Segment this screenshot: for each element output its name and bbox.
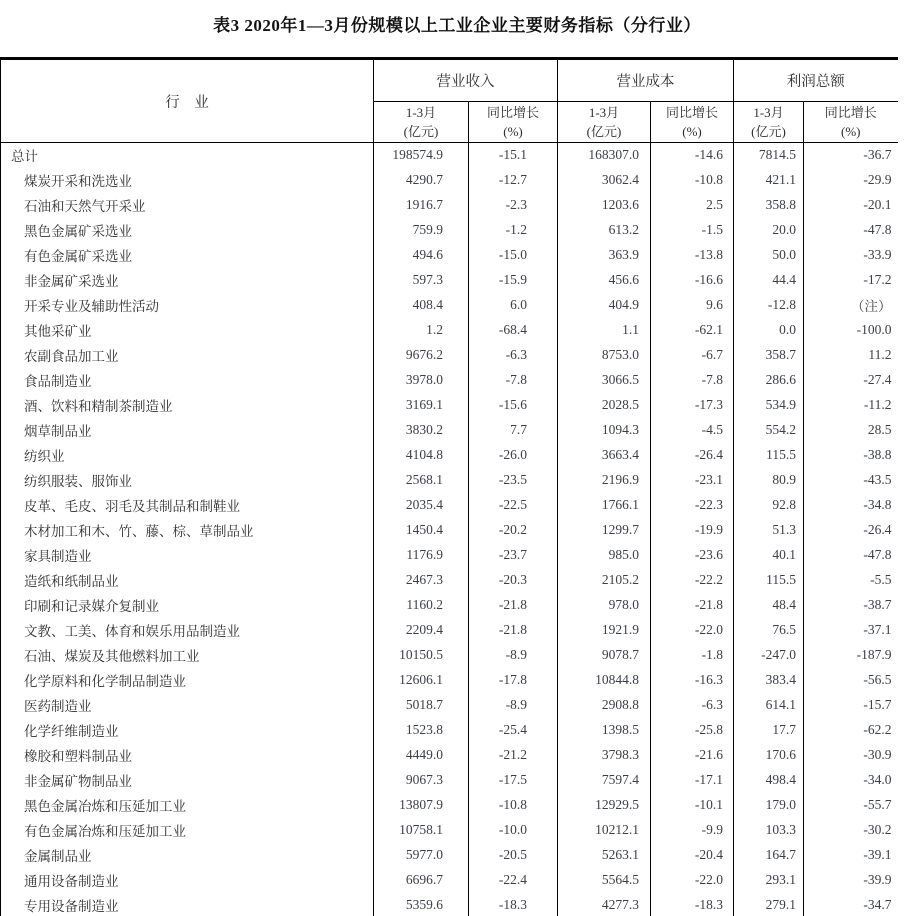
revenue-growth-cell: -21.8 [469,618,558,643]
table-body [1,143,898,916]
revenue-growth-cell: -10.8 [469,793,558,818]
industry-name: 专用设备制造业 [1,893,374,916]
revenue-growth-cell: -20.3 [469,568,558,593]
subheader-line2: (亿元) [586,124,622,139]
table-row [1,868,898,893]
cost-growth-cell: -22.2 [651,568,734,593]
industry-name: 总计 [1,143,374,168]
revenue-growth-cell: -25.4 [469,718,558,743]
industry-name: 石油、煤炭及其他燃料加工业 [1,643,374,668]
cost-growth-cell: -19.9 [651,518,734,543]
revenue-amount-cell: 1176.9 [374,543,469,568]
revenue-growth-cell: -22.5 [469,493,558,518]
table-row [1,493,898,518]
cost-amount-cell: 1921.9 [558,618,651,643]
profit-growth-cell: -11.2 [863,397,892,412]
table-row [1,668,898,693]
revenue-amount-cell: 2209.4 [374,618,469,643]
cost-amount-cell: 3798.3 [558,743,651,768]
industry-name: 有色金属冶炼和压延加工业 [1,818,374,843]
table-row [1,568,898,593]
cost-growth-cell: -10.8 [651,168,734,193]
profit-growth-cell: -26.4 [863,522,892,537]
industry-name: 印刷和记录媒介复制业 [1,593,374,618]
industry-name: 酒、饮料和精制茶制造业 [1,393,374,418]
revenue-growth-cell: -21.8 [469,593,558,618]
industry-name: 通用设备制造业 [1,868,374,893]
revenue-growth-cell: -17.8 [469,668,558,693]
profit-amount-cell: 115.5 [734,568,804,593]
cost-growth-cell: -7.8 [651,368,734,393]
industry-name: 金属制品业 [1,843,374,868]
cost-amount-cell: 12929.5 [558,793,651,818]
cost-amount-cell: 404.9 [558,293,651,318]
revenue-growth-cell: -20.2 [469,518,558,543]
column-header-industry: 行 业 [1,59,374,143]
profit-amount-cell: 179.0 [734,793,804,818]
profit-amount-cell: 614.1 [734,693,804,718]
cost-growth-cell: -6.7 [651,343,734,368]
revenue-growth-cell: -15.6 [469,393,558,418]
profit-growth-cell: -62.2 [863,722,892,737]
revenue-amount-cell: 408.4 [374,293,469,318]
subheader-line1: 同比增长 [486,104,539,120]
profit-amount-cell: 358.8 [734,193,804,218]
industry-name: 化学纤维制造业 [1,718,374,743]
table-row [1,243,898,268]
subheader-cost-amount [558,102,651,143]
cost-amount-cell: 2105.2 [558,568,651,593]
revenue-amount-cell: 5977.0 [374,843,469,868]
cost-amount-cell: 1299.7 [558,518,651,543]
table-row [1,843,898,868]
table-row [1,168,898,193]
revenue-growth-cell: -15.1 [469,143,558,168]
profit-amount-cell: 80.9 [734,468,804,493]
profit-amount-cell: 293.1 [734,868,804,893]
industry-name: 开采专业及辅助性活动 [1,293,374,318]
industry-name: 非金属矿物制品业 [1,768,374,793]
cost-growth-cell: -23.6 [651,543,734,568]
industry-name: 黑色金属矿采选业 [1,218,374,243]
cost-amount-cell: 3066.5 [558,368,651,393]
cost-growth-cell: -23.1 [651,468,734,493]
subheader-line1: 同比增长 [824,104,877,120]
industry-name: 纺织服装、服饰业 [1,468,374,493]
revenue-amount-cell: 4449.0 [374,743,469,768]
revenue-growth-cell: -15.0 [469,243,558,268]
cost-amount-cell: 2028.5 [558,393,651,418]
profit-amount-cell: 20.0 [734,218,804,243]
industry-name: 煤炭开采和洗选业 [1,168,374,193]
revenue-amount-cell: 494.6 [374,243,469,268]
profit-amount-cell: 554.2 [734,418,804,443]
industry-name: 食品制造业 [1,368,374,393]
profit-growth-cell: -29.9 [863,172,892,187]
cost-growth-cell: -22.3 [651,493,734,518]
profit-growth-cell: （注） [851,299,892,314]
profit-growth-cell: -36.7 [863,147,892,163]
table-row [1,218,898,243]
industry-name: 皮革、毛皮、羽毛及其制品和制鞋业 [1,493,374,518]
revenue-amount-cell: 3830.2 [374,418,469,443]
profit-growth-cell: 28.5 [867,422,892,437]
table-row [1,343,898,368]
revenue-amount-cell: 9067.3 [374,768,469,793]
cost-growth-cell: -13.8 [651,243,734,268]
revenue-growth-cell: -18.3 [469,893,558,916]
profit-growth-cell: -38.8 [863,447,892,462]
revenue-growth-cell: -6.3 [469,343,558,368]
profit-growth-cell: -37.1 [863,622,892,637]
table-row [1,543,898,568]
revenue-amount-cell: 2568.1 [374,468,469,493]
revenue-amount-cell: 9676.2 [374,343,469,368]
revenue-growth-cell: 6.0 [469,293,558,318]
industry-name: 非金属矿采选业 [1,268,374,293]
profit-growth-cell: -34.0 [863,772,892,787]
revenue-amount-cell: 5018.7 [374,693,469,718]
cost-amount-cell: 10212.1 [558,818,651,843]
cost-growth-cell: 9.6 [651,293,734,318]
cost-growth-cell: -10.1 [651,793,734,818]
table-row [1,693,898,718]
cost-growth-cell: -16.3 [651,668,734,693]
cost-growth-cell: -17.1 [651,768,734,793]
industry-name: 化学原料和化学制品制造业 [1,668,374,693]
profit-amount-cell: 358.7 [734,343,804,368]
profit-amount-cell: 40.1 [734,543,804,568]
revenue-amount-cell: 1916.7 [374,193,469,218]
revenue-amount-cell: 10758.1 [374,818,469,843]
industry-name: 造纸和纸制品业 [1,568,374,593]
table-row [1,718,898,743]
industry-name: 纺织业 [1,443,374,468]
subheader-cost-growth [651,102,734,143]
table-row [1,643,898,668]
revenue-growth-cell: -20.5 [469,843,558,868]
cost-amount-cell: 8753.0 [558,343,651,368]
cost-growth-cell: -17.3 [651,393,734,418]
table-row [1,443,898,468]
profit-growth-cell: -34.7 [863,897,892,912]
table-row [1,468,898,493]
profit-amount-cell: 170.6 [734,743,804,768]
cost-amount-cell: 1094.3 [558,418,651,443]
subheader-line1: 1-3月 [753,104,784,120]
profit-growth-cell: -33.9 [863,247,892,262]
industry-name: 烟草制品业 [1,418,374,443]
table-row [1,268,898,293]
revenue-growth-cell: -68.4 [469,318,558,343]
cost-growth-cell: -14.6 [651,143,734,168]
revenue-amount-cell: 1160.2 [374,593,469,618]
financial-indicators-table [0,57,898,916]
profit-amount-cell: 17.7 [734,718,804,743]
profit-growth-cell: -38.7 [863,597,892,612]
revenue-growth-cell: -12.7 [469,168,558,193]
profit-growth-cell: -30.2 [863,822,892,837]
subheader-line2: (亿元) [403,124,439,139]
subheader-line2: (%) [503,124,523,139]
table-row [1,418,898,443]
revenue-growth-cell: -2.3 [469,193,558,218]
cost-growth-cell: -62.1 [651,318,734,343]
profit-amount-cell: 164.7 [734,843,804,868]
profit-amount-cell: 92.8 [734,493,804,518]
industry-name: 黑色金属冶炼和压延加工业 [1,793,374,818]
industry-name: 家具制造业 [1,543,374,568]
table-row [1,143,898,168]
profit-amount-cell: 51.3 [734,518,804,543]
revenue-growth-cell: -21.2 [469,743,558,768]
cost-amount-cell: 9078.7 [558,643,651,668]
profit-amount-cell: 286.6 [734,368,804,393]
revenue-amount-cell: 3978.0 [374,368,469,393]
cost-amount-cell: 456.6 [558,268,651,293]
profit-growth-cell: -47.8 [863,547,892,562]
subheader-revenue-growth [469,102,558,143]
revenue-growth-cell: -7.8 [469,368,558,393]
profit-amount-cell: 421.1 [734,168,804,193]
subheader-line2: (亿元) [751,124,786,139]
profit-amount-cell: -247.0 [734,643,804,668]
industry-name: 农副食品加工业 [1,343,374,368]
subheader-profit-amount [734,102,804,143]
profit-growth-cell: -20.1 [863,197,892,212]
industry-name: 文教、工美、体育和娱乐用品制造业 [1,618,374,643]
profit-growth-cell: -17.2 [863,272,892,287]
profit-growth-cell: 11.2 [868,347,892,362]
revenue-amount-cell: 10150.5 [374,643,469,668]
revenue-amount-cell: 1450.4 [374,518,469,543]
column-group-total-profit: 利润总额 [734,59,898,102]
industry-name: 有色金属矿采选业 [1,243,374,268]
revenue-growth-cell: -10.0 [469,818,558,843]
industry-name: 木材加工和木、竹、藤、棕、草制品业 [1,518,374,543]
cost-growth-cell: -20.4 [651,843,734,868]
revenue-growth-cell: 7.7 [469,418,558,443]
table-row [1,818,898,843]
revenue-growth-cell: -8.9 [469,693,558,718]
profit-amount-cell: -12.8 [734,293,804,318]
revenue-growth-cell: -26.0 [469,443,558,468]
revenue-growth-cell: -8.9 [469,643,558,668]
profit-growth-cell: -39.1 [863,847,892,862]
cost-growth-cell: -1.8 [651,643,734,668]
profit-amount-cell: 44.4 [734,268,804,293]
cost-growth-cell: -22.0 [651,868,734,893]
cost-growth-cell: -1.5 [651,218,734,243]
table-row [1,368,898,393]
profit-amount-cell: 103.3 [734,818,804,843]
profit-amount-cell: 498.4 [734,768,804,793]
cost-growth-cell: -9.9 [651,818,734,843]
profit-growth-cell: -30.9 [863,747,892,762]
table-row [1,893,898,916]
revenue-amount-cell: 759.9 [374,218,469,243]
industry-name: 医药制造业 [1,693,374,718]
profit-growth-cell: -39.9 [863,872,892,887]
subheader-line2: (%) [682,124,702,139]
cost-amount-cell: 1203.6 [558,193,651,218]
profit-growth-cell: -56.5 [863,672,892,687]
cost-amount-cell: 2196.9 [558,468,651,493]
profit-amount-cell: 279.1 [734,893,804,916]
cost-growth-cell: -21.8 [651,593,734,618]
cost-amount-cell: 1398.5 [558,718,651,743]
cost-growth-cell: -22.0 [651,618,734,643]
cost-growth-cell: -21.6 [651,743,734,768]
profit-growth-cell: -100.0 [856,322,892,337]
revenue-growth-cell: -15.9 [469,268,558,293]
table-row [1,293,898,318]
revenue-amount-cell: 2035.4 [374,493,469,518]
profit-growth-cell: -47.8 [863,222,892,237]
revenue-amount-cell: 1.2 [374,318,469,343]
cost-growth-cell: -16.6 [651,268,734,293]
cost-amount-cell: 1766.1 [558,493,651,518]
cost-growth-cell: -4.5 [651,418,734,443]
profit-growth-cell: -34.8 [863,497,892,512]
revenue-growth-cell: -22.4 [469,868,558,893]
table-header [1,59,898,143]
subheader-revenue-amount [374,102,469,143]
subheader-line1: 1-3月 [588,104,620,120]
revenue-amount-cell: 597.3 [374,268,469,293]
table-row [1,618,898,643]
cost-growth-cell: -26.4 [651,443,734,468]
industry-name: 石油和天然气开采业 [1,193,374,218]
table-row [1,768,898,793]
revenue-amount-cell: 5359.6 [374,893,469,916]
cost-amount-cell: 168307.0 [558,143,651,168]
profit-amount-cell: 0.0 [734,318,804,343]
cost-growth-cell: -25.8 [651,718,734,743]
subheader-line2: (%) [841,124,861,139]
table-row [1,593,898,618]
table-row [1,318,898,343]
cost-growth-cell: -6.3 [651,693,734,718]
cost-amount-cell: 2908.8 [558,693,651,718]
profit-amount-cell: 7814.5 [734,143,804,168]
cost-amount-cell: 7597.4 [558,768,651,793]
profit-amount-cell: 50.0 [734,243,804,268]
revenue-amount-cell: 198574.9 [374,143,469,168]
revenue-amount-cell: 4104.8 [374,443,469,468]
table-row [1,743,898,768]
cost-amount-cell: 978.0 [558,593,651,618]
subheader-profit-growth [804,102,898,143]
profit-amount-cell: 383.4 [734,668,804,693]
revenue-growth-cell: -23.7 [469,543,558,568]
revenue-amount-cell: 4290.7 [374,168,469,193]
profit-amount-cell: 115.5 [734,443,804,468]
cost-amount-cell: 3062.4 [558,168,651,193]
cost-growth-cell: 2.5 [651,193,734,218]
revenue-amount-cell: 2467.3 [374,568,469,593]
cost-amount-cell: 4277.3 [558,893,651,916]
revenue-growth-cell: -1.2 [469,218,558,243]
profit-growth-cell: -5.5 [870,572,892,587]
table-row [1,193,898,218]
page-title: 表3 2020年1—3月份规模以上工业企业主要财务指标（分行业） [213,16,701,35]
revenue-growth-cell: -23.5 [469,468,558,493]
cost-amount-cell: 363.9 [558,243,651,268]
profit-amount-cell: 534.9 [734,393,804,418]
cost-growth-cell: -18.3 [651,893,734,916]
table-row [1,518,898,543]
cost-amount-cell: 5263.1 [558,843,651,868]
table-row [1,793,898,818]
industry-name: 其他采矿业 [1,318,374,343]
column-group-operating-cost: 营业成本 [558,59,734,102]
profit-growth-cell: -187.9 [856,647,892,662]
revenue-amount-cell: 1523.8 [374,718,469,743]
profit-growth-cell: -55.7 [863,797,892,812]
cost-amount-cell: 10844.8 [558,668,651,693]
profit-amount-cell: 48.4 [734,593,804,618]
profit-growth-cell: -27.4 [863,372,892,387]
profit-growth-cell: -15.7 [863,697,892,712]
subheader-line1: 同比增长 [665,104,718,120]
cost-amount-cell: 3663.4 [558,443,651,468]
cost-amount-cell: 985.0 [558,543,651,568]
revenue-amount-cell: 13807.9 [374,793,469,818]
column-group-operating-revenue: 营业收入 [374,59,558,102]
cost-amount-cell: 613.2 [558,218,651,243]
industry-name: 橡胶和塑料制品业 [1,743,374,768]
profit-amount-cell: 76.5 [734,618,804,643]
subheader-line1: 1-3月 [405,104,437,120]
profit-growth-cell: -43.5 [863,472,892,487]
cost-amount-cell: 5564.5 [558,868,651,893]
revenue-amount-cell: 12606.1 [374,668,469,693]
revenue-amount-cell: 3169.1 [374,393,469,418]
table-row [1,393,898,418]
revenue-growth-cell: -17.5 [469,768,558,793]
revenue-amount-cell: 6696.7 [374,868,469,893]
cost-amount-cell: 1.1 [558,318,651,343]
